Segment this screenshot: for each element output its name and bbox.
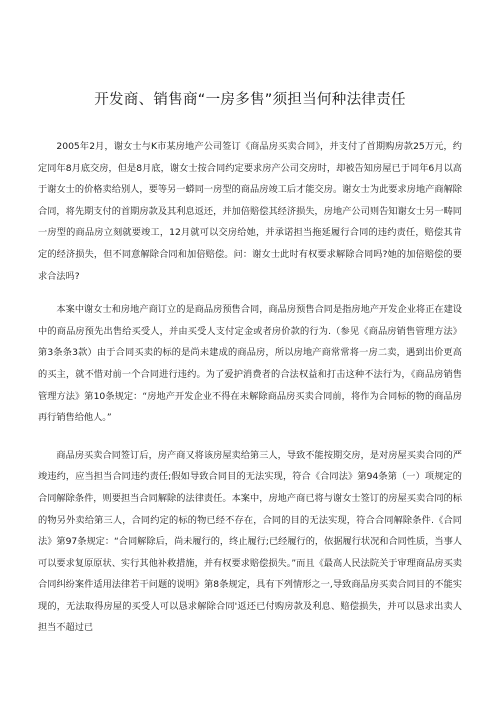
document-title: 开发商、销售商“一房多售”须担当何种法律责任: [94, 92, 406, 108]
paragraph-3: 商品房买卖合同签订后，房产商又将该房屋卖给第三人，导致不能按期交房，是对房屋买卖合同的严竣违约，应当担当合同违约责任;假如导致合同目的无法实现，符合《合同法》第94条第（一）项规定的合同解除条件，则要担当合同解除的法律责任。本案中，房地产商已将与谢女士签订的房屋买卖合同的标的物另外卖给第三人，合同约定的标的物已经不存在，合同的目的无法实现，符合合同解除条件.《合同法》第97条规定：“合同解除后，尚未履行的，终止履行;已经履行的，依据履行状况和合同性质，当事人可以要求复原原状、实行其他补救措施，并有权要求赔偿损失。”而且《最高人民法院关于审理商品房买卖合同纠纷案件适用法律若干问题的说明》第8条规定，具有下列情形之一,导致商品房买卖合同目的不能实现的，无法取得房屋的买受人可以恳求解除合同'返还已付购房款及利息、赔偿损失，并可以恳求出卖人担当不超过已: [38, 449, 462, 634]
paragraph-2: 本案中谢女士和房地产商订立的是商品房预售合同，商品房预售合同是指房地产开发企业将正在建设中的商品房预先出售给买受人，并由买受人支付定金或者房价款的行为.（参见《商品房销售管理方法》第3条条3款）由于合同买卖的标的是尚未建成的商品房，所以房地产商常常将一房二卖，遇到出价更高的买主，就不惜对前一个合同进行违约。为了爱护消费者的合法权益和打击这种不法行为，《商品房销售管理方法》第10条规定：“房地产开发企业不得在未解除商品房买卖合同前，将作为合同标的物的商品房再行销售给他人。”: [38, 304, 462, 424]
paragraph-1: 2005年2月，谢女士与K市某房地产公司签订《商品房买卖合同》，并支付了首期购房款25万元，约定同年8月底交房，但是8月底，谢女士按合同约定要求房产公司交房时，却被告知房屋已于同年6月以高于谢女士的价格卖给别人，要等另一蟒同一房型的商品房竣工后才能交房。谢女士为此要求房地产商解除合同，将先期支付的首期房款及其利息返还，并加倍赔偿其经济损失，房地产公司则告知谢女士另一畴同一房型的商品房立刻就要竣工，12月就可以交房给她，并承诺担当拖延履行合同的违约责任，赔偿其肯定的经济损失，但不同意解除合同和加倍赔偿。问：谢女士此时有权要求解除合同吗?她的加倍赔偿的要求合法吗?: [38, 141, 462, 282]
